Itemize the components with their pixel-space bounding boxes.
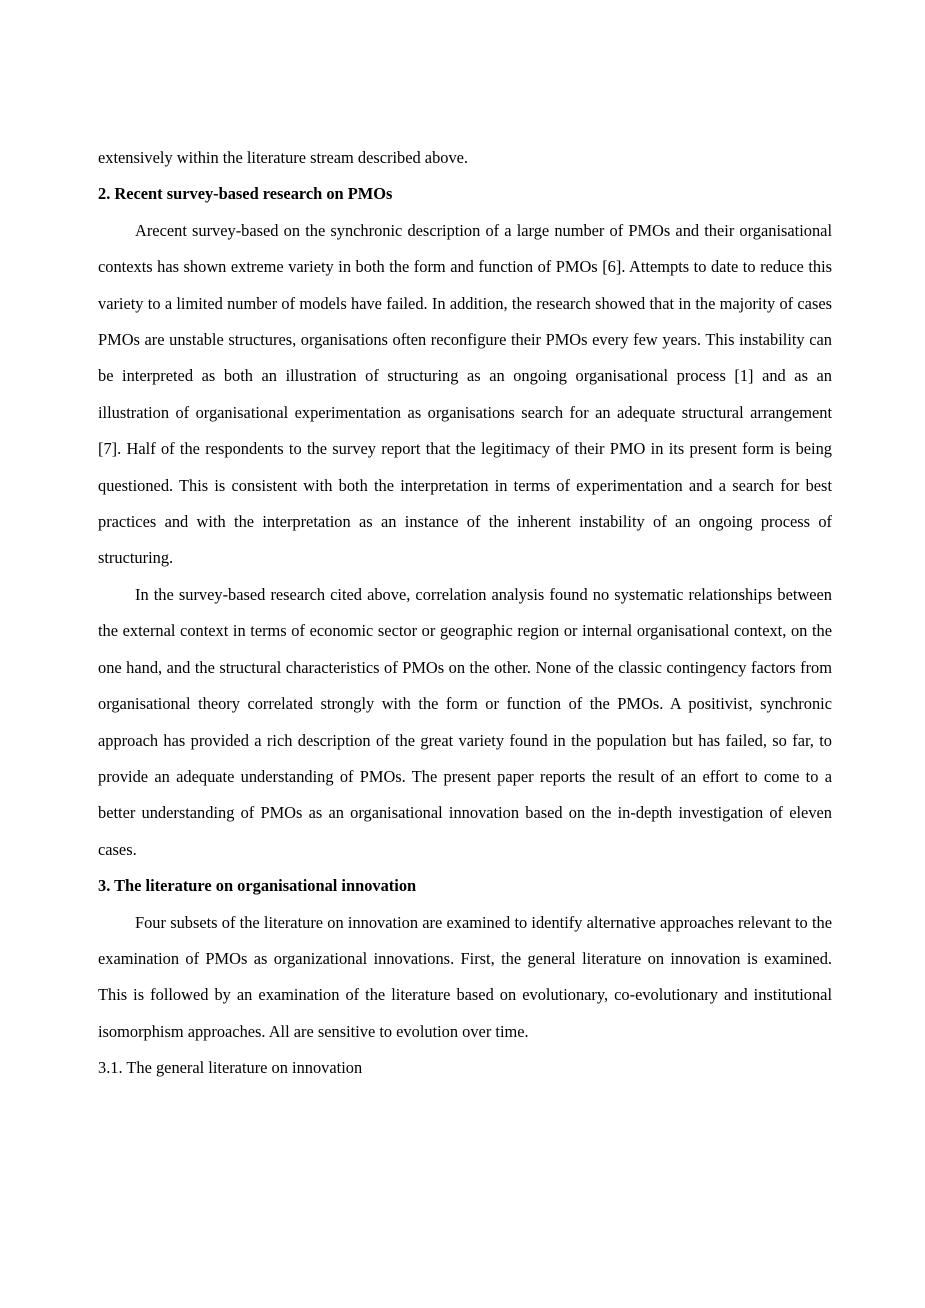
- paragraph-continuation: extensively within the literature stream described above.: [98, 148, 469, 167]
- paragraph-survey-research: Arecent survey-based on the synchronic description of a large number of PMOs and their organisational contexts has shown extreme variety in both the form and function of PMOs [6]. Attempts to date to reduce this variety to a limited number of models have failed. In addition, the research showed that in the majority of cases PMOs are unstable structures, organisations often reconfigure their PMOs every few years. This instability can be interpreted as both an illustration of structuring as an ongoing organisational process [1] and as an illustration of organisational experimentation as organisations search for an adequate structural arrangement [7]. Half of the respondents to the survey report that the legitimacy of their PMO in its present form is being questioned. This is consistent with both the interpretation in terms of experimentation and a search for best practices and with the interpretation as an instance of the inherent instability of an ongoing process of structuring.: [98, 220, 832, 568]
- document-page: [98, 140, 832, 1087]
- section-heading-2: 2. Recent survey-based research on PMOs: [98, 184, 393, 204]
- subsection-heading-3-1: 3.1. The general literature on innovation: [98, 1058, 363, 1078]
- paragraph-innovation-literature: Four subsets of the literature on innovation are examined to identify alternative approaches relevant to the examination of PMOs as organizational innovations. First, the general literature on innovation is examined. This is followed by an examination of the literature based on evolutionary, co-evolutionary and institutional isomorphism approaches. All are sensitive to evolution over time.: [98, 912, 832, 1041]
- paragraph-correlation-analysis: In the survey-based research cited above, correlation analysis found no systematic relationships between the external context in terms of economic sector or geographic region or internal organisational context, on the one hand, and the structural characteristics of PMOs on the other. None of the classic contingency factors from organisational theory correlated strongly with the form or function of the PMOs. A positivist, synchronic approach has provided a rich description of the great variety found in the population but has failed, so far, to provide an adequate understanding of PMOs. The present paper reports the result of an effort to come to a better understanding of PMOs as an organisational innovation based on the in-depth investigation of eleven cases.: [98, 584, 832, 859]
- section-heading-3: 3. The literature on organisational innovation: [98, 876, 417, 896]
